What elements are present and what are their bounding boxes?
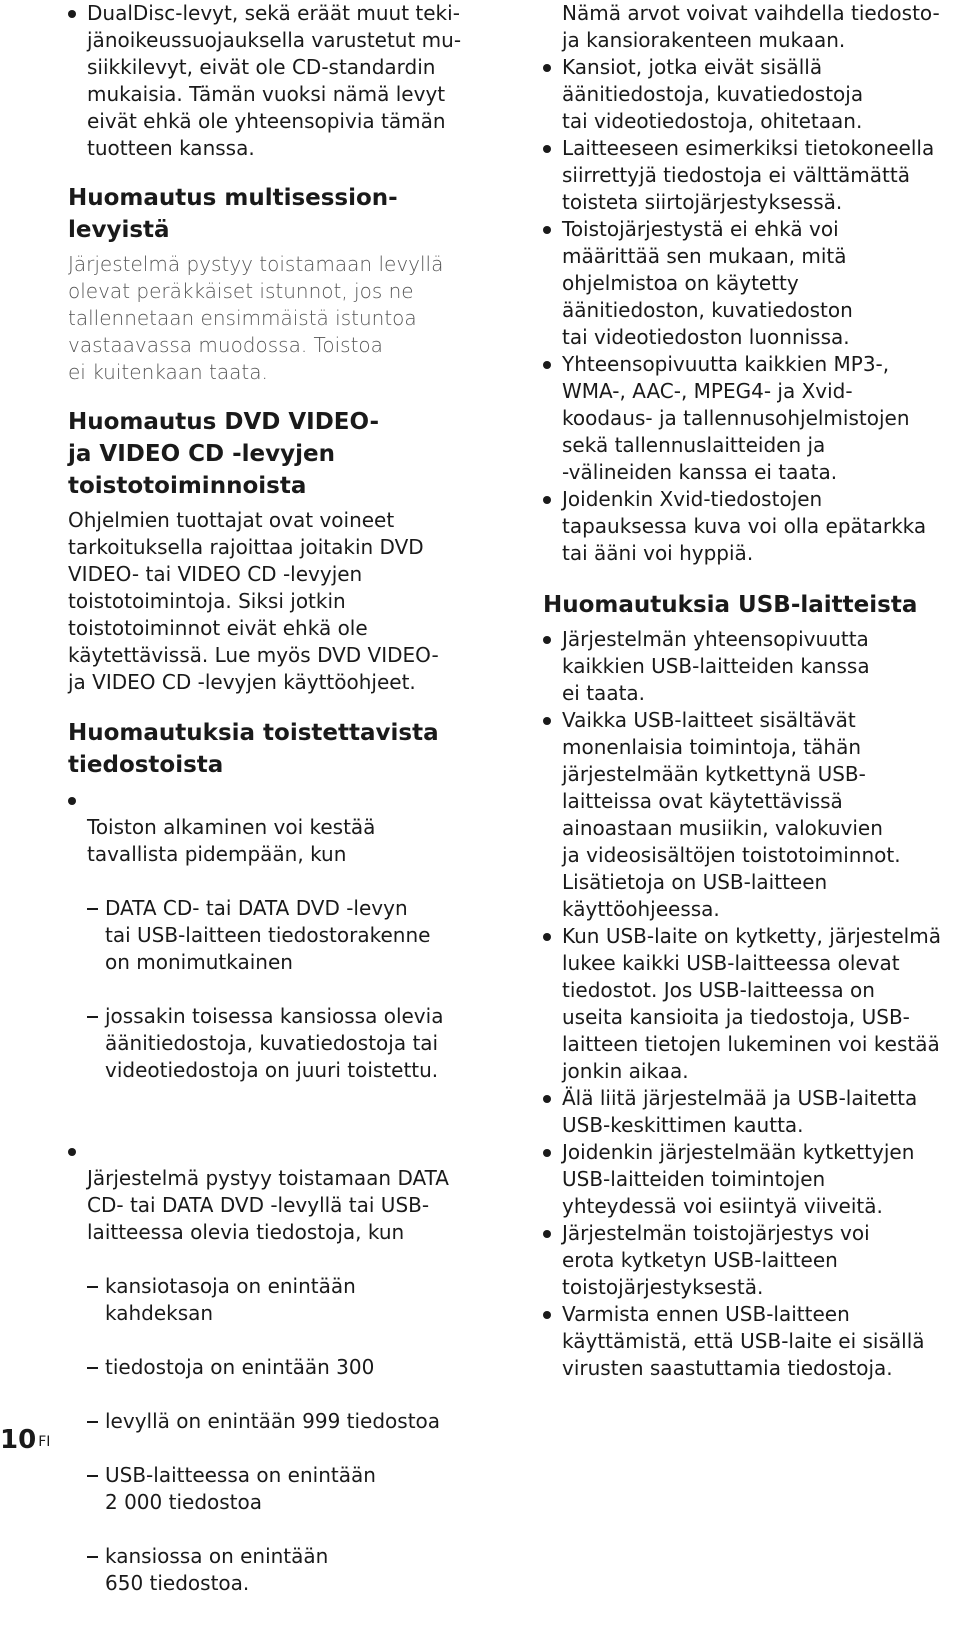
list-item: Vaikka USB-laitteet sisältävät monenlaisia toimintoja, tähän järjestelmään kytkettynä USB- laitteissa ovat käytettävissä ainoastaan musiikin, valokuvien ja videosisältöjen toistotoiminnot. Lisätietoja on USB-laitteen käyttöohjeessa. (543, 707, 960, 923)
list-item: Joidenkin järjestelmään kytkettyjen USB-laitteiden toimintojen yhteydessä voi esiintyä viiveitä. (543, 1139, 960, 1220)
files-bullet-item (68, 787, 498, 1138)
page-number-value: 10 (0, 1425, 37, 1455)
intro-bullet-list (68, 0, 498, 162)
list-item: Järjestelmän yhteensopivuutta kaikkien USB-laitteiden kanssa ei taata. (543, 626, 960, 707)
list-item: Yhteensopivuutta kaikkien MP3-, WMA-, AAC-, MPEG4- ja Xvid- koodaus- ja tallennusohjelmistojen sekä tallennuslaitteiden ja -välineiden kanssa ei taata. (543, 351, 960, 486)
files-heading: Huomautuksia toistettavista tiedostoista (68, 720, 439, 778)
multisession-heading: Huomautus multisession- levyistä (68, 185, 398, 243)
dash-item: tiedostoja on enintään 300 (87, 1354, 498, 1381)
dvd-paragraph: Ohjelmien tuottajat ovat voineet tarkoituksella rajoittaa joitakin DVD VIDEO- tai VIDEO CD -levyjen toistotoimintoja. Siksi jotkin toistotoiminnot eivät ehkä ole käytettävissä. Lue myös DVD VIDEO- ja VIDEO CD -levyjen käyttöohjeet. (68, 508, 439, 694)
language-code: FI (38, 1434, 51, 1450)
list-item: Varmista ennen USB-laitteen käyttämistä, että USB-laite ei sisällä virusten saastuttamia tiedostoja. (543, 1301, 960, 1382)
list-item: Kun USB-laite on kytketty, järjestelmä lukee kaikki USB-laitteessa olevat tiedostot. Jos USB-laitteessa on useita kansioita ja tiedostoja, USB- laitteen tietojen lukeminen voi kestää jonkin aikaa. (543, 923, 960, 1085)
continued-paragraph: Nämä arvot voivat vaihdella tiedosto- ja kansiorakenteen mukaan. (562, 1, 940, 52)
dash-item: USB-laitteessa on enintään 2 000 tiedostoa (87, 1462, 498, 1516)
dash-item: levyllä on enintään 999 tiedostoa (87, 1408, 498, 1435)
list-item: Toistojärjestystä ei ehkä voi määrittää sen mukaan, mitä ohjelmistoa on käytetty äänitiedoston, kuvatiedoston tai videotiedoston luonnissa. (543, 216, 960, 351)
left-column (68, 0, 498, 1651)
dash-item: kansiotasoja on enintään kahdeksan (87, 1273, 498, 1327)
usb-bullet-list (543, 626, 960, 1382)
multisession-paragraph: Järjestelmä pystyy toistamaan levyllä olevat peräkkäiset istunnot, jos ne tallennetaan ensimmäistä istuntoa vastaavassa muodossa. Toistoa ei kuitenkaan taata. (68, 252, 444, 384)
page-number (0, 1425, 50, 1455)
usb-heading: Huomautuksia USB-laitteista (543, 592, 918, 618)
list-item: Älä liitä järjestelmää ja USB-laitetta USB-keskittimen kautta. (543, 1085, 960, 1139)
list-item: Laitteeseen esimerkiksi tietokoneella siirrettyjä tiedostoja ei välttämättä toisteta siirtojärjestyksessä. (543, 135, 960, 216)
dash-item: jossakin toisessa kansiossa olevia äänitiedostoja, kuvatiedostoja tai videotiedostoja on juuri toistettu. (87, 1003, 498, 1084)
dash-item: DATA CD- tai DATA DVD -levyn tai USB-laitteen tiedostorakenne on monimutkainen (87, 895, 498, 976)
files-bullet-item (68, 1138, 498, 1651)
files-dash-list (87, 868, 498, 1111)
intro-bullet-item: DualDisc-levyt, sekä eräät muut teki- jänoikeussuojauksella varustetut mu- siikkilevyt, eivät ole CD-standardin mukaisia. Tämän vuoksi nämä levyt eivät ehkä ole yhteensopivia tämän tuotteen kanssa. (68, 0, 498, 162)
files-continued-bullet-list (543, 54, 960, 567)
files-bullet-list (68, 787, 498, 1651)
files-bullet-text: Järjestelmä pystyy toistamaan DATA CD- tai DATA DVD -levyllä tai USB- laitteessa olevia tiedostoja, kun (87, 1166, 449, 1244)
dvd-heading: Huomautus DVD VIDEO- ja VIDEO CD -levyjen toistotoiminnoista (68, 409, 380, 499)
list-item: Kansiot, jotka eivät sisällä äänitiedostoja, kuvatiedostoja tai videotiedostoja, ohitetaan. (543, 54, 960, 135)
dash-item: kansiossa on enintään 650 tiedostoa. (87, 1543, 498, 1597)
files-bullet-text: Toiston alkaminen voi kestää tavallista pidempään, kun (87, 815, 376, 866)
list-item: Järjestelmän toistojärjestys voi erota kytketyn USB-laitteen toistojärjestyksestä. (543, 1220, 960, 1301)
files-dash-list (87, 1246, 498, 1624)
list-item: Joidenkin Xvid-tiedostojen tapauksessa kuva voi olla epätarkka tai ääni voi hyppiä. (543, 486, 960, 567)
right-column (543, 0, 960, 1382)
